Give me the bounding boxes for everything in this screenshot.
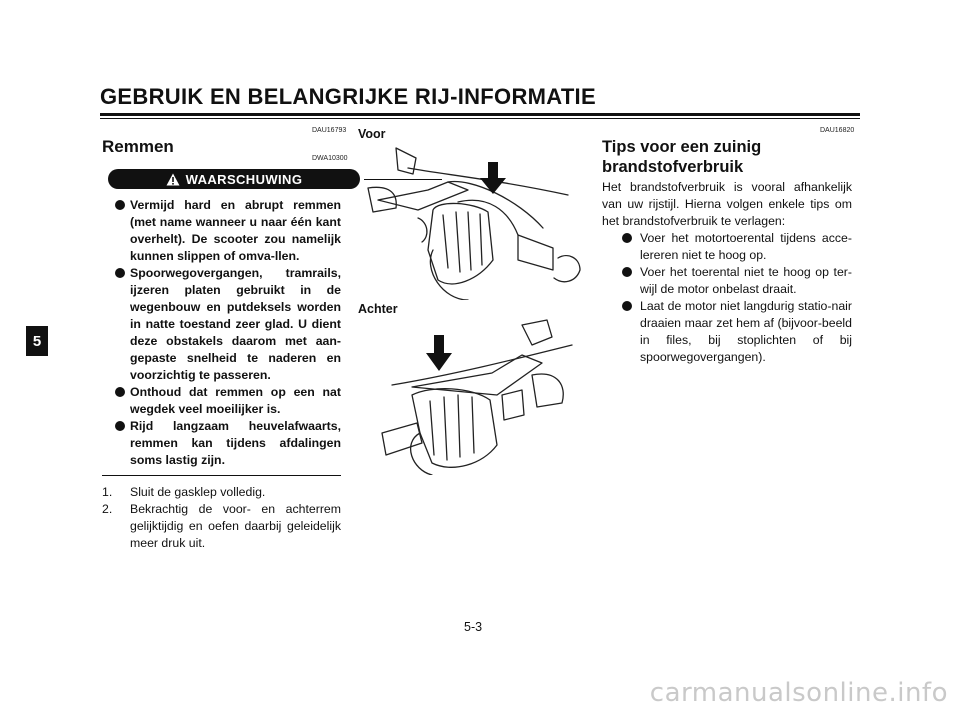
warning-list	[102, 197, 341, 469]
warning-badge	[108, 169, 360, 189]
warning-item: Vermijd hard en abrupt remmen (met name wanneer u naar één kant overhelt). De scooter zou namelijk kunnen slippen of omva-llen.	[102, 197, 341, 265]
bullet-icon	[622, 233, 632, 243]
page-header-title: GEBRUIK EN BELANGRIJKE RIJ-INFORMATIE	[100, 84, 596, 109]
tip-item: Voer het toerental niet te hoog op ter-wijl de motor onbelast draait.	[602, 264, 852, 298]
chapter-tab[interactable]: 5	[26, 326, 48, 356]
warning-code: DWA10300	[312, 155, 348, 162]
warning-item: Rijd langzaam heuvelafwaarts, remmen kan tijdens afdalingen soms lastig zijn.	[102, 418, 341, 469]
warning-triangle-icon	[166, 173, 180, 186]
figure-label-rear: Achter	[358, 302, 398, 316]
warning-item: Onthoud dat remmen op een nat wegdek veel moeilijker is.	[102, 384, 341, 418]
steps-list	[102, 484, 341, 552]
bullet-icon	[622, 267, 632, 277]
header-rule	[100, 113, 860, 116]
section-code-remmen: DAU16793	[312, 127, 347, 134]
section-tips	[602, 137, 852, 366]
tips-intro: Het brandstofverbruik is vooral afhankelijk van uw rijstijl. Hierna volgen enkele tips om het brandstofverbruik te verlagen:	[602, 180, 852, 228]
bullet-icon	[115, 387, 125, 397]
warning-end-rule	[102, 475, 341, 476]
section-title-remmen: Remmen	[102, 137, 174, 156]
page-number: 5-3	[464, 620, 483, 634]
bullet-icon	[115, 200, 125, 210]
warning-item: Spoorwegovergangen, tramrails, ijzeren platen gebruikt in de wegenbouw en putdeksels worden in natte toestand zeer glad. U dient deze obstakels daarom met aan-gepaste snelheid te naderen en voorzichtig te passeren.	[102, 265, 341, 384]
bullet-icon	[622, 301, 632, 311]
section-remmen	[102, 137, 348, 552]
section-code-tips: DAU16820	[820, 127, 855, 134]
tip-item: Laat de motor niet langdurig statio-nair draaien maar zet hem af (bijvoor-beeld in files, bij stoplichten of bij spoorwegovergangen).	[602, 298, 852, 366]
tips-list	[602, 230, 852, 366]
figure-label-front: Voor	[358, 127, 386, 141]
section-title-tips-line1: Tips voor een zuinig	[602, 138, 762, 156]
warning-label: WAARSCHUWING	[185, 171, 303, 187]
step-item: 2. Bekrachtig de voor- en achterrem gelijktijdig en oefen daarbij geleidelijk meer druk uit.	[102, 502, 341, 550]
header-rule-thin	[100, 118, 860, 119]
watermark: carmanualsonline.info	[649, 678, 948, 708]
step-item: 1. Sluit de gasklep volledig.	[102, 485, 266, 499]
warning-header	[102, 169, 341, 191]
tip-item: Voer het motortoerental tijdens acce-lereren niet te hoog op.	[602, 230, 852, 264]
rear-brake-illustration	[372, 315, 590, 475]
section-title-tips-line2: brandstofverbruik	[602, 158, 744, 176]
bullet-icon	[115, 421, 125, 431]
bullet-icon	[115, 268, 125, 278]
front-brake-illustration	[358, 140, 590, 300]
